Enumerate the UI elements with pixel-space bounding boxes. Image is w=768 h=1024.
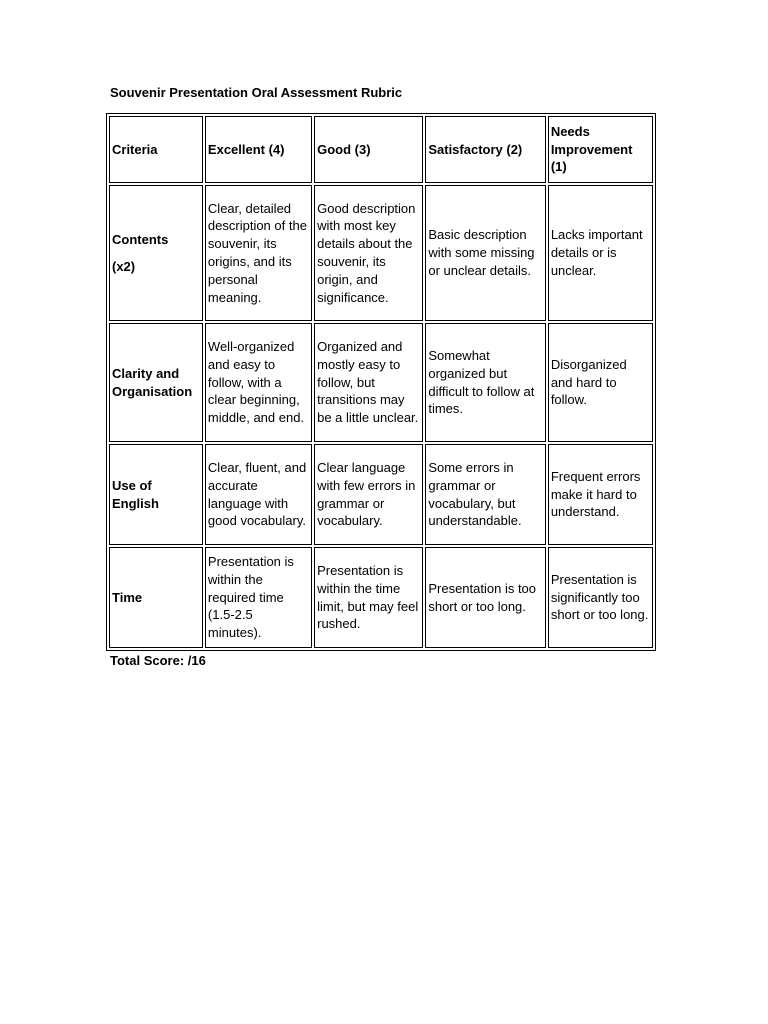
criterion-cell bbox=[109, 185, 203, 321]
excellent-cell: Clear, detailed description of the souvenir, its origins, and its personal meaning. bbox=[205, 185, 312, 321]
header-needs-improvement: Needs Improvement (1) bbox=[548, 116, 653, 183]
header-row bbox=[109, 116, 653, 183]
table-row bbox=[109, 323, 653, 442]
criterion-cell: Clarity and Organisation bbox=[109, 323, 203, 442]
total-score: Total Score: /16 bbox=[110, 653, 206, 668]
excellent-cell: Presentation is within the required time (1.5-2.5 minutes). bbox=[205, 547, 312, 648]
satisfactory-cell: Some errors in grammar or vocabulary, but understandable. bbox=[425, 444, 545, 545]
document-title: Souvenir Presentation Oral Assessment Rubric bbox=[110, 85, 403, 100]
good-cell: Presentation is within the time limit, but may feel rushed. bbox=[314, 547, 423, 648]
header-satisfactory: Satisfactory (2) bbox=[425, 116, 545, 183]
needs-improvement-cell: Lacks important details or is unclear. bbox=[548, 185, 653, 321]
header-criteria: Criteria bbox=[109, 116, 203, 183]
criterion-cell: Use of English bbox=[109, 444, 203, 545]
header-excellent: Excellent (4) bbox=[205, 116, 312, 183]
excellent-cell: Clear, fluent, and accurate language with good vocabulary. bbox=[205, 444, 312, 545]
good-cell: Good description with most key details about the souvenir, its origin, and significance. bbox=[314, 185, 423, 321]
criterion-label: Contents bbox=[112, 231, 169, 247]
criterion-cell: Time bbox=[109, 547, 203, 648]
table-row bbox=[109, 444, 653, 545]
table-row bbox=[109, 547, 653, 648]
header-good: Good (3) bbox=[314, 116, 423, 183]
needs-improvement-cell: Frequent errors make it hard to understand. bbox=[548, 444, 653, 545]
table-row bbox=[109, 185, 653, 321]
needs-improvement-cell: Presentation is significantly too short or too long. bbox=[548, 547, 653, 648]
excellent-cell: Well-organized and easy to follow, with a clear beginning, middle, and end. bbox=[205, 323, 312, 442]
satisfactory-cell: Presentation is too short or too long. bbox=[425, 547, 545, 648]
good-cell: Organized and mostly easy to follow, but transitions may be a little unclear. bbox=[314, 323, 423, 442]
rubric-table bbox=[106, 113, 656, 651]
good-cell: Clear language with few errors in grammar or vocabulary. bbox=[314, 444, 423, 545]
satisfactory-cell: Somewhat organized but difficult to follow at times. bbox=[425, 323, 545, 442]
criterion-weight: (x2) bbox=[112, 258, 136, 274]
satisfactory-cell: Basic description with some missing or unclear details. bbox=[425, 185, 545, 321]
needs-improvement-cell: Disorganized and hard to follow. bbox=[548, 323, 653, 442]
criterion-gap bbox=[112, 249, 200, 258]
